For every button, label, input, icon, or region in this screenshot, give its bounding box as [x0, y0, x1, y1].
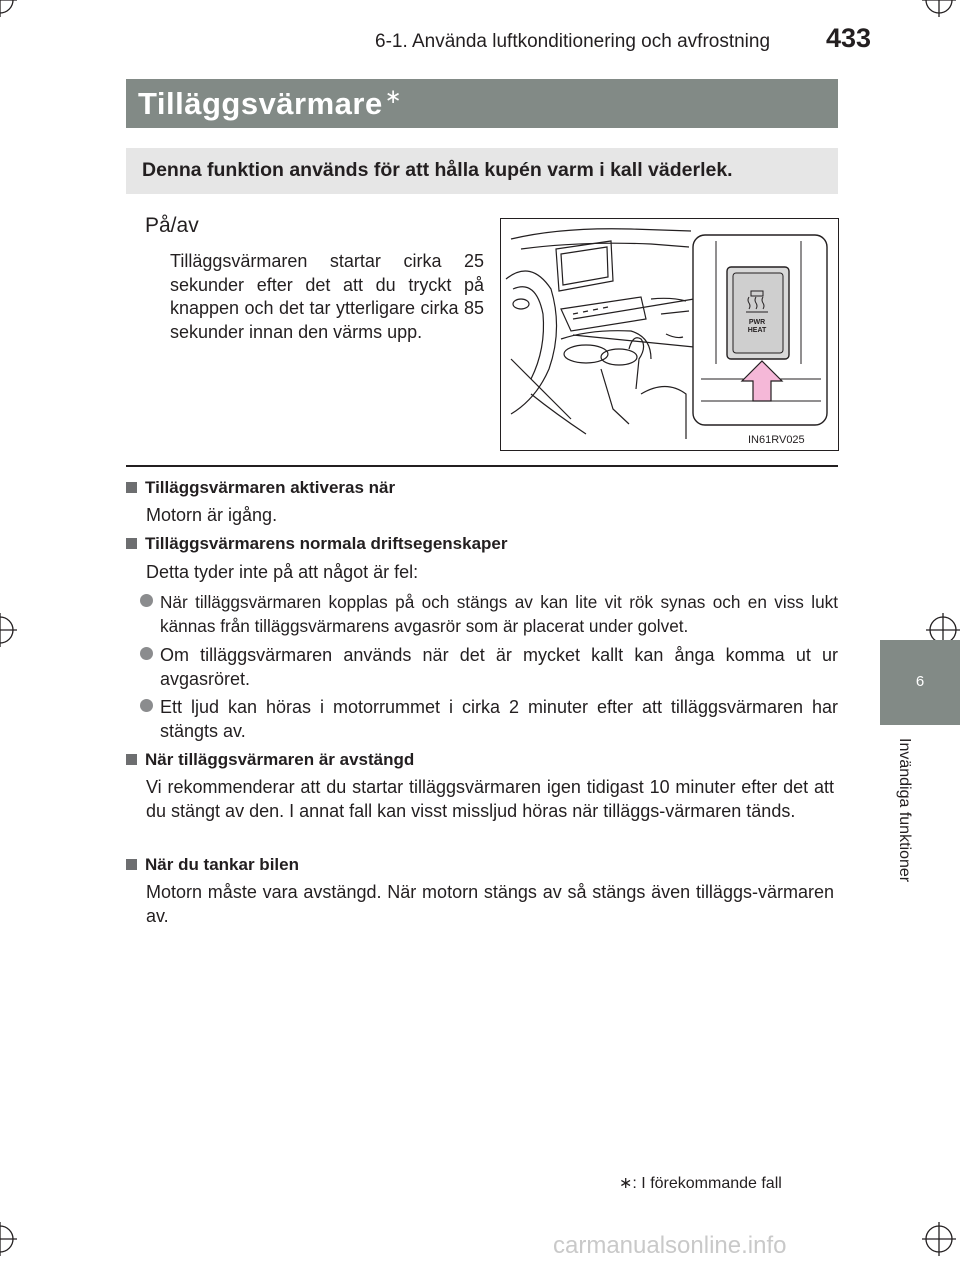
- section-heading-activation: [126, 478, 395, 498]
- onoff-heading: På/av: [145, 214, 199, 237]
- button-label-heat: HEAT: [747, 327, 767, 334]
- dashboard-illustration: [500, 218, 839, 451]
- round-bullet-icon: [140, 699, 153, 712]
- square-bullet-icon: [126, 482, 137, 493]
- summary-box: [126, 148, 838, 194]
- registration-mark-top-left: [0, 0, 17, 17]
- chapter-tab: [880, 640, 960, 725]
- section-heading-off: [126, 750, 414, 770]
- section-text-normal-operation: Detta tyder inte på att något är fel:: [146, 562, 419, 582]
- chapter-label-text: Invändiga funktioner: [896, 738, 913, 883]
- bullet-text: Ett ljud kan höras i motorrummet i cirka 2 minuter efter att tilläggsvärmaren har stängts av.: [160, 697, 838, 741]
- section-heading-text: Tilläggsvärmaren aktiveras när: [145, 478, 396, 497]
- square-bullet-icon: [126, 538, 137, 549]
- registration-mark-bottom-right: [922, 1222, 956, 1256]
- list-item: [140, 643, 838, 691]
- list-item: [140, 695, 838, 743]
- section-heading-text: När tilläggsvärmaren är avstängd: [145, 750, 415, 769]
- illustration-code: IN61RV025: [748, 434, 805, 446]
- section-heading-refueling: [126, 855, 299, 875]
- dashboard-drawing: [501, 219, 838, 450]
- square-bullet-icon: [126, 859, 137, 870]
- section-divider: [126, 465, 838, 467]
- title-bar: [126, 79, 838, 128]
- list-item: [140, 590, 838, 638]
- section-heading-normal-operation: [126, 534, 508, 554]
- section-text-off: Vi rekommenderar att du startar tilläggsvärmaren igen tidigast 10 minuter efter det att du stängt av den. I annat fall kan visst missljud höras när tilläggs-värmaren tänds.: [146, 777, 834, 821]
- bullet-text: Om tilläggsvärmaren används när det är mycket kallt kan ånga komma ut ur avgasröret.: [160, 645, 838, 689]
- round-bullet-icon: [140, 647, 153, 660]
- chapter-label: [880, 738, 920, 918]
- page-title-text: Tilläggsvärmare: [138, 86, 383, 121]
- section-heading-text: När du tankar bilen: [145, 855, 299, 874]
- section-text-activation: Motorn är igång.: [146, 505, 278, 525]
- round-bullet-icon: [140, 594, 153, 607]
- registration-mark-bottom-left: [0, 1222, 17, 1256]
- onoff-description: Tilläggsvärmaren startar cirka 25 sekunder efter det att du tryckt på knappen och det tar ytterligare cirka 85 sekunder innan den värms upp.: [170, 251, 484, 342]
- registration-mark-mid-left: [0, 613, 17, 647]
- section-text-refueling: Motorn måste vara avstängd. När motorn stängs av så stängs även tilläggs-värmaren av.: [146, 882, 834, 926]
- registration-mark-top-right: [922, 0, 956, 17]
- square-bullet-icon: [126, 754, 137, 765]
- chapter-number: 6: [915, 673, 925, 690]
- page-number: 433: [826, 23, 872, 53]
- page-title: [138, 86, 402, 122]
- header-section-title: 6-1. Använda luftkonditionering och avfrostning: [375, 31, 771, 52]
- watermark: carmanualsonline.info: [553, 1232, 787, 1259]
- bullet-text: När tilläggsvärmaren kopplas på och stängs av kan lite vit rök synas och en viss lukt kännas från tilläggsvärmarens avgasrör som är placerat under golvet.: [160, 592, 838, 636]
- footnote: ∗: I förekommande fall: [619, 1175, 782, 1192]
- button-label: [747, 319, 767, 335]
- button-label-pwr: PWR: [748, 319, 766, 326]
- section-heading-text: Tilläggsvärmarens normala driftsegenskaper: [145, 534, 508, 553]
- title-footnote-marker: ∗: [384, 86, 402, 108]
- summary-text: Denna funktion används för att hålla kupén varm i kall väderlek.: [142, 159, 733, 181]
